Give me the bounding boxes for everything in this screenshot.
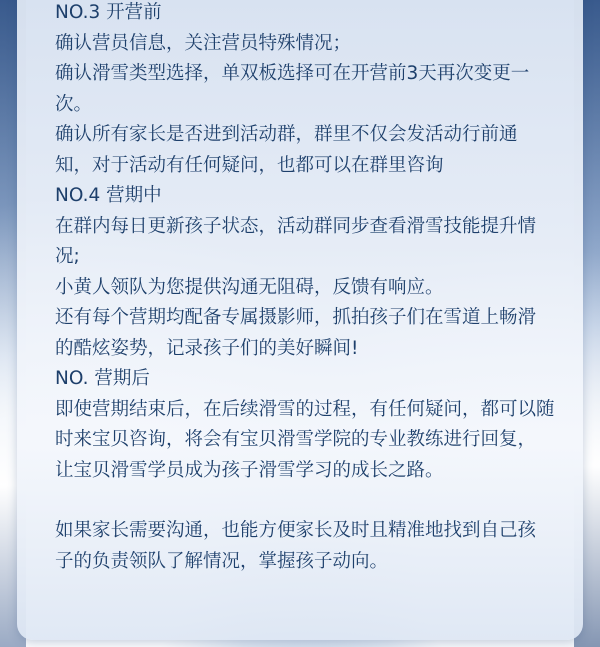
text-line: 时来宝贝咨询，将会有宝贝滑雪学院的专业教练进行回复， (55, 429, 537, 450)
text-line: 确认所有家长是否进到活动群，群里不仅会发活动行前通 (55, 124, 518, 145)
section-heading-during-camp: NO.4 营期中 (55, 185, 162, 206)
paragraph-gap (55, 486, 583, 516)
text-line: 还有每个营期均配备专属摄影师，抓拍孩子们在雪道上畅滑 (55, 307, 537, 328)
text-line: 知，对于活动有任何疑问，也都可以在群里咨询 (55, 154, 444, 176)
section-heading-post-camp: NO. 营期后 (55, 368, 150, 389)
text-line: 即使营期结束后，在后续滑雪的过程，有任何疑问，都可以随 (55, 398, 555, 420)
text-line: 确认营员信息，关注营员特殊情况； (55, 32, 352, 54)
text-line: 次。 (55, 93, 93, 115)
text-line: 的酷炫姿势，记录孩子们的美好瞬间! (55, 337, 359, 359)
closing-line: 子的负责领队了解情况，掌握孩子动向。 (55, 550, 389, 572)
text-line: 让宝贝滑雪学员成为孩子滑雪学习的成长之路。 (55, 459, 444, 481)
text-line: 况; (55, 246, 80, 267)
text-line: 小黄人领队为您提供沟通无阻碍，反馈有响应。 (55, 276, 444, 298)
text-line: 确认滑雪类型选择，单双板选择可在开营前3天再次变更一 (55, 63, 530, 84)
info-content (55, 0, 583, 577)
text-line: 在群内每日更新孩子状态，活动群同步查看滑雪技能提升情 (55, 215, 537, 237)
closing-line: 如果家长需要沟通，也能方便家长及时且精准地找到自己孩 (55, 520, 537, 541)
info-panel (17, 0, 583, 640)
section-heading-pre-camp: NO.3 开营前 (55, 2, 162, 23)
